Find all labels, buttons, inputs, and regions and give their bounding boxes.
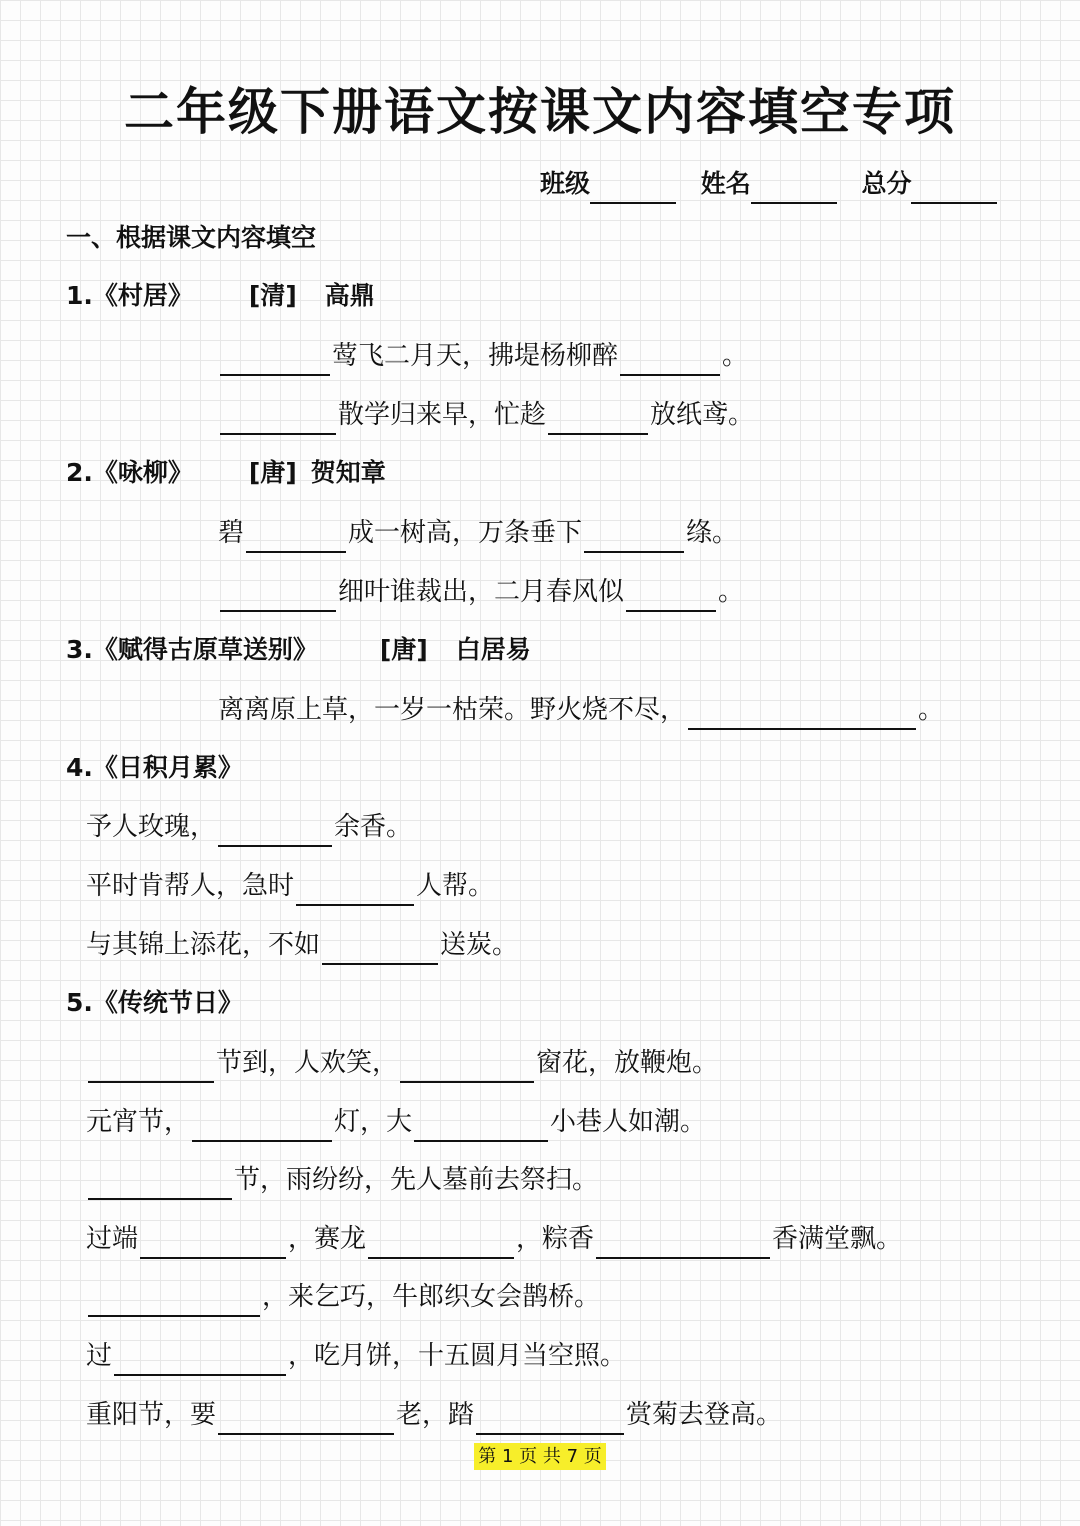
fill-blank	[88, 1170, 232, 1200]
s5-line3: 节，雨纷纷，先人墓前去祭扫。	[86, 1160, 598, 1200]
poem3-author: 白居易	[455, 635, 531, 664]
poem1-title: 1.《村居》	[66, 281, 193, 310]
fill-blank	[192, 1112, 332, 1142]
poem3-dynasty: [唐]	[379, 635, 428, 664]
poem1-dynasty: [清]	[248, 281, 297, 310]
poem2-author: 贺知章	[310, 458, 386, 487]
fill-blank	[218, 1405, 394, 1435]
poem2-dynasty: [唐]	[248, 458, 297, 487]
fill-blank	[220, 346, 330, 376]
class-blank	[590, 172, 676, 204]
fill-blank	[584, 523, 684, 553]
fill-blank	[220, 405, 336, 435]
fill-blank	[626, 582, 716, 612]
s5-line2: 元宵节， 灯，大 小巷人如潮。	[86, 1102, 706, 1142]
score-label: 总分	[861, 169, 912, 198]
poem1-author: 高鼎	[324, 281, 375, 310]
poem3-line1: 离离原上草，一岁一枯荣。野火烧不尽， 。	[218, 690, 944, 730]
name-label: 姓名	[700, 169, 751, 198]
fill-blank	[88, 1053, 214, 1083]
s5-line4: 过端 ，赛龙 ，粽香 香满堂飘。	[86, 1219, 902, 1259]
poem1-line2: 散学归来早，忙趁 放纸鸢。	[218, 395, 754, 435]
class-label: 班级	[540, 169, 591, 198]
fill-blank	[220, 582, 336, 612]
fill-blank	[218, 817, 332, 847]
poem2-title: 2.《咏柳》	[66, 458, 193, 487]
s4-line1: 予人玫瑰， 余香。	[86, 807, 412, 847]
s5-line7: 重阳节，要 老，踏 赏菊去登高。	[86, 1395, 782, 1435]
fill-blank	[246, 523, 346, 553]
page-footer	[0, 1442, 1080, 1468]
s5-line6: 过 ，吃月饼，十五圆月当空照。	[86, 1336, 626, 1376]
fill-blank	[620, 346, 720, 376]
fill-blank	[476, 1405, 624, 1435]
fill-blank	[368, 1229, 514, 1259]
fill-blank	[140, 1229, 286, 1259]
s5-line1: 节到，人欢笑， 窗花，放鞭炮。	[86, 1043, 718, 1083]
poem2-heading	[66, 453, 386, 493]
poem3-heading	[66, 630, 531, 670]
name-blank	[751, 172, 837, 204]
poem3-title: 3.《赋得古原草送别》	[66, 635, 318, 664]
score-blank	[911, 172, 997, 204]
fill-blank	[322, 935, 438, 965]
fill-blank	[414, 1112, 548, 1142]
page-number: 第 1 页 共 7 页	[474, 1443, 606, 1470]
s4-line2: 平时肯帮人，急时 人帮。	[86, 866, 494, 906]
fill-blank	[596, 1229, 770, 1259]
poem1-line1: 莺飞二月天，拂堤杨柳醉 。	[218, 336, 748, 376]
section-title: 一、根据课文内容填空	[66, 223, 317, 252]
fill-blank	[400, 1053, 534, 1083]
page-title: 二年级下册语文按课文内容填空专项	[124, 83, 956, 141]
poem2-line1: 碧 成一树高，万条垂下 绦。	[218, 513, 738, 553]
s4-line3: 与其锦上添花，不如 送炭。	[86, 925, 518, 965]
student-info	[540, 164, 997, 204]
fill-blank	[548, 405, 648, 435]
s5-line5: ，来乞巧，牛郎织女会鹊桥。	[86, 1277, 600, 1317]
s5-heading: 5.《传统节日》	[66, 988, 243, 1017]
fill-blank	[114, 1346, 286, 1376]
poem2-line2: 细叶谁裁出，二月春风似 。	[218, 572, 744, 612]
fill-blank	[688, 700, 916, 730]
s4-heading: 4.《日积月累》	[66, 753, 243, 782]
poem1-heading	[66, 276, 375, 316]
fill-blank	[296, 876, 414, 906]
fill-blank	[88, 1287, 260, 1317]
